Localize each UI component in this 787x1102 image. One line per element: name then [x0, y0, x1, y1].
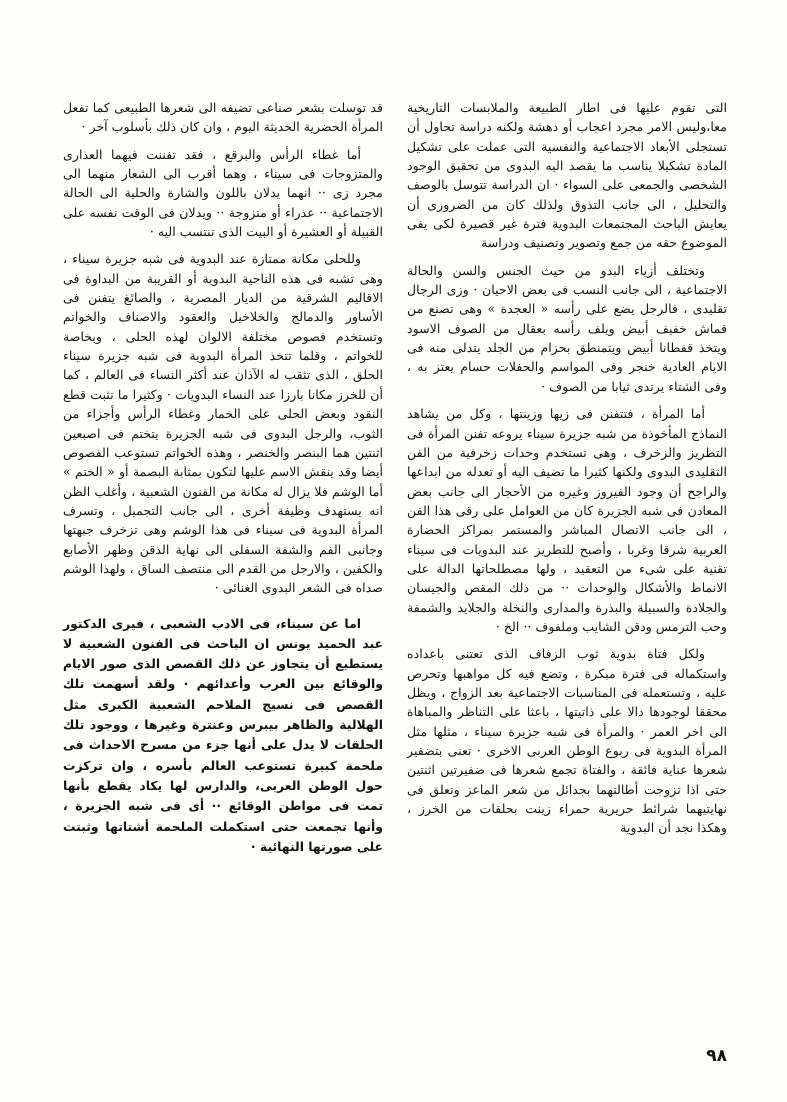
paragraph-folk-literature: اما عن سيناء، فى الادب الشعبى ، فيرى الدكتور عبد الحميد يونس ان الباحث فى الفنون الشعبية لا يستطيع أن يتجاوز عن ذلك القصص الذى صور الايام والوقائع بين العرب وأعدائهم · ولقد أسهمت تلك القصص فى نسيج الملاحم الشعبية الكبرى مثل الهلالية والظاهر بيبرس وعنترة وغيرها ، ووجود تلك الحلقات لا يدل على أنها جزء من مسرح الاحداث فى ملحمة كبيرة تستوعب العالم بأسره ، وان تركزت حول الوطن العربى، والدارس لها يكاد يقطع بأنها تمت فى مواطن الوقائع ·· أى فى شبه الجزيرة ، وأنها تجمعت حتى استكملت الملحمة أشتاتها وثبتت على صورتها النهائية · — [63, 615, 383, 854]
paragraph-women-embroidery: أما المرأة ، فتتفنن فى زيها وزينتها ، وكل من يشاهد النماذج المأخوذة من شبه جزيرة سيناء يروعه تفنن المرأة فى التطريز والزخرف ، وهى تستخدم وحدات زخرفية من الفن التقليدى البدوى ولكنها كثيرا ما تضيف اليه أو تعدله من ابداعها والراجح أن وجود الفيروز وغيره من الأحجار الى جانب بعض المعادن فى شبه الجزيرة كان من العوامل على رقى هذا الفن ، الى جانب الاتصال المباشر والمستمر بمراكز الحضارة العربية شرقا وغربا ، وأصبح للتطريز عند البدويات فى سيناء تقنية على شىء من التعقيد ، ولها مصطلحاتها الدالة على الانماط والأشكال والوحدات ·· من ذلك المقص والجيسان والجلادة والسبيلة والبذرة والمدارى والنخلة والجلايد والشمفة وحب الترمس ودقن الشايب وملفوف ·· الخ · — [407, 406, 727, 634]
right-text-column — [407, 98, 727, 838]
left-text-column — [63, 98, 383, 857]
paragraph-bedouin-clothing: وتختلف أزياء البدو من حيث الجنس والسن والحالة الاجتماعية ، الى جانب النسب فى بعض الاحيان · وزى الرجال تقليدى ، فالرجل يضع على رأسه « العجدة » وهى تصنع من قماش خفيف أبيض ويلف رأسه بعقال من الصوف الاسود ويتخذ قفطانا أبيض ويتمنطق بحزام من الجلد يتدلى منه فى الايام العادية خنجر وفى المواسم والحفلات حسام يعتز به ، وفى الشتاء يرتدى ثيابا من الصوف · — [407, 262, 727, 394]
paragraph-head-cover-veil: أما غطاء الرأس والبرقع ، فقد تفننت فيهما العذارى والمتزوجات فى سيناء ، وهما أقرب الى الشعار منهما الى مجرد زى ·· انهما يدلان باللون والشارة والحلية الى الحالة الاجتماعية ·· عذراء أو متزوجة ·· ويدلان فى الوقت نفسه على القبيلة أو العشيرة أو البيت الذى تنتسب اليه · — [63, 146, 383, 240]
paragraph-artificial-hair: قد توسلت بشعر صناعى تضيفه الى شعرها الطبيعى كما تفعل المرأة الحضرية الحديثة اليوم ، وان كان ذلك بأسلوب آخر · — [63, 100, 383, 135]
paragraph-tradition-study: التى تقوم عليها فى اطار الطبيعة والملابسات التاريخية معا،وليس الامر مجرد اعجاب أو دهشة ولكنه دراسة تحاول أن تستجلى الأبعاد الاجتماعية والنفسية التى عملت على تشكيل المادة تشكيلا يناسب ما يقصد اليه البدوى من تحقيق الوجود الشخصى والجمعى على السواء · ان الدراسة تتوسل بالوصف والتحليل ، الى جانب التذوق ولذلك كان من الضرورى أن يعايش الباحث المجتمعات البدوية فترة غير قصيرة لكى يفى الموضوع حقه من جمع وتصوير وتصنيف ودراسة — [407, 100, 727, 251]
paragraph-jewelry-tattoo: وللحلى مكانة ممتازة عند البدوية فى شبه جزيرة سيناء ، وهى تشبه فى هذه الناحية البدوية أو القريبة من البداوة فى الاقاليم الشرقية من الديار المصرية ، والصائغ يتفنن فى الأساور والدمالج والخلاخيل والعقود والاصناف والخواتم وتستخدم فصوص مختلفة الالوان لهذه الحلى ، وبخاصة للخواتم ، وقلما تتخذ المرأة البدوية فى شبه جزيرة سيناء الحلق ، الذى تثقب له الآذان عند أكثر النساء فى العالم ، كما أن للخرز مكانا بارزا عند النساء البدويات · وكثيرا ما تثبت قطع النقود وبعض الحلى على الخمار وغطاء الرأس وأجزاء من الثوب، والرجل البدوى فى شبه الجزيرة يتختم فى اصبعين اثنتين هما البنصر والخنصر ، وهذه الخواتم تستوعب الفصوص أيضا وقد ينقش الاسم عليها لتكون بمثابة البصمة أو « الختم » أما الوشم فلا يزال له مكانة من الفنون الشعبية ، وأغلب الظن انه يستهدف وظيفة أخرى ، الى جانب التجميل ، وتسرف المرأة البدوية فى سيناء فى هذا الوشم وهى تزخرف جبهتها وجانبى الفم والشفة السفلى الى نهاية الذقن وظهر الأصابع والكفين ، والارجل من القدم الى منتصف الساق ، ولهذا الوشم صداه فى الشعر البدوى الغنائى · — [63, 251, 383, 596]
paragraph-wedding-dress: ولكل فتاة بدوية ثوب الزفاف الذى تعتنى باعداده واستكماله فى فترة مبكرة ، وتضع فيه كل مواهبها وتحرص عليه ، وتستعمله فى المناسبات الاجتماعية بعد الزواج ، ويظل محققا لوجودها دالا على ذاتيتها ، باعثا على التناظر والمباهاة الى اخر العمر · والمرأة فى شبه جزيرة سيناء ، مثلها مثل المرأة البدوية فى ربوع الوطن العربى الاخرى · تعنى بتضفير شعرها عناية فائقة ، والفتاة تجمع شعرها فى ضفيرتين اثنتين حتى اذا تزوجت أطالتهما بجدائل من شعر الماعز وتعلق فى نهايتيهما شرائط حريرية حمراء زينت بحلقات من الخرز ، وهكذا نجد أن البدوية — [407, 646, 727, 836]
page-number: ٩٨ — [706, 1046, 727, 1066]
